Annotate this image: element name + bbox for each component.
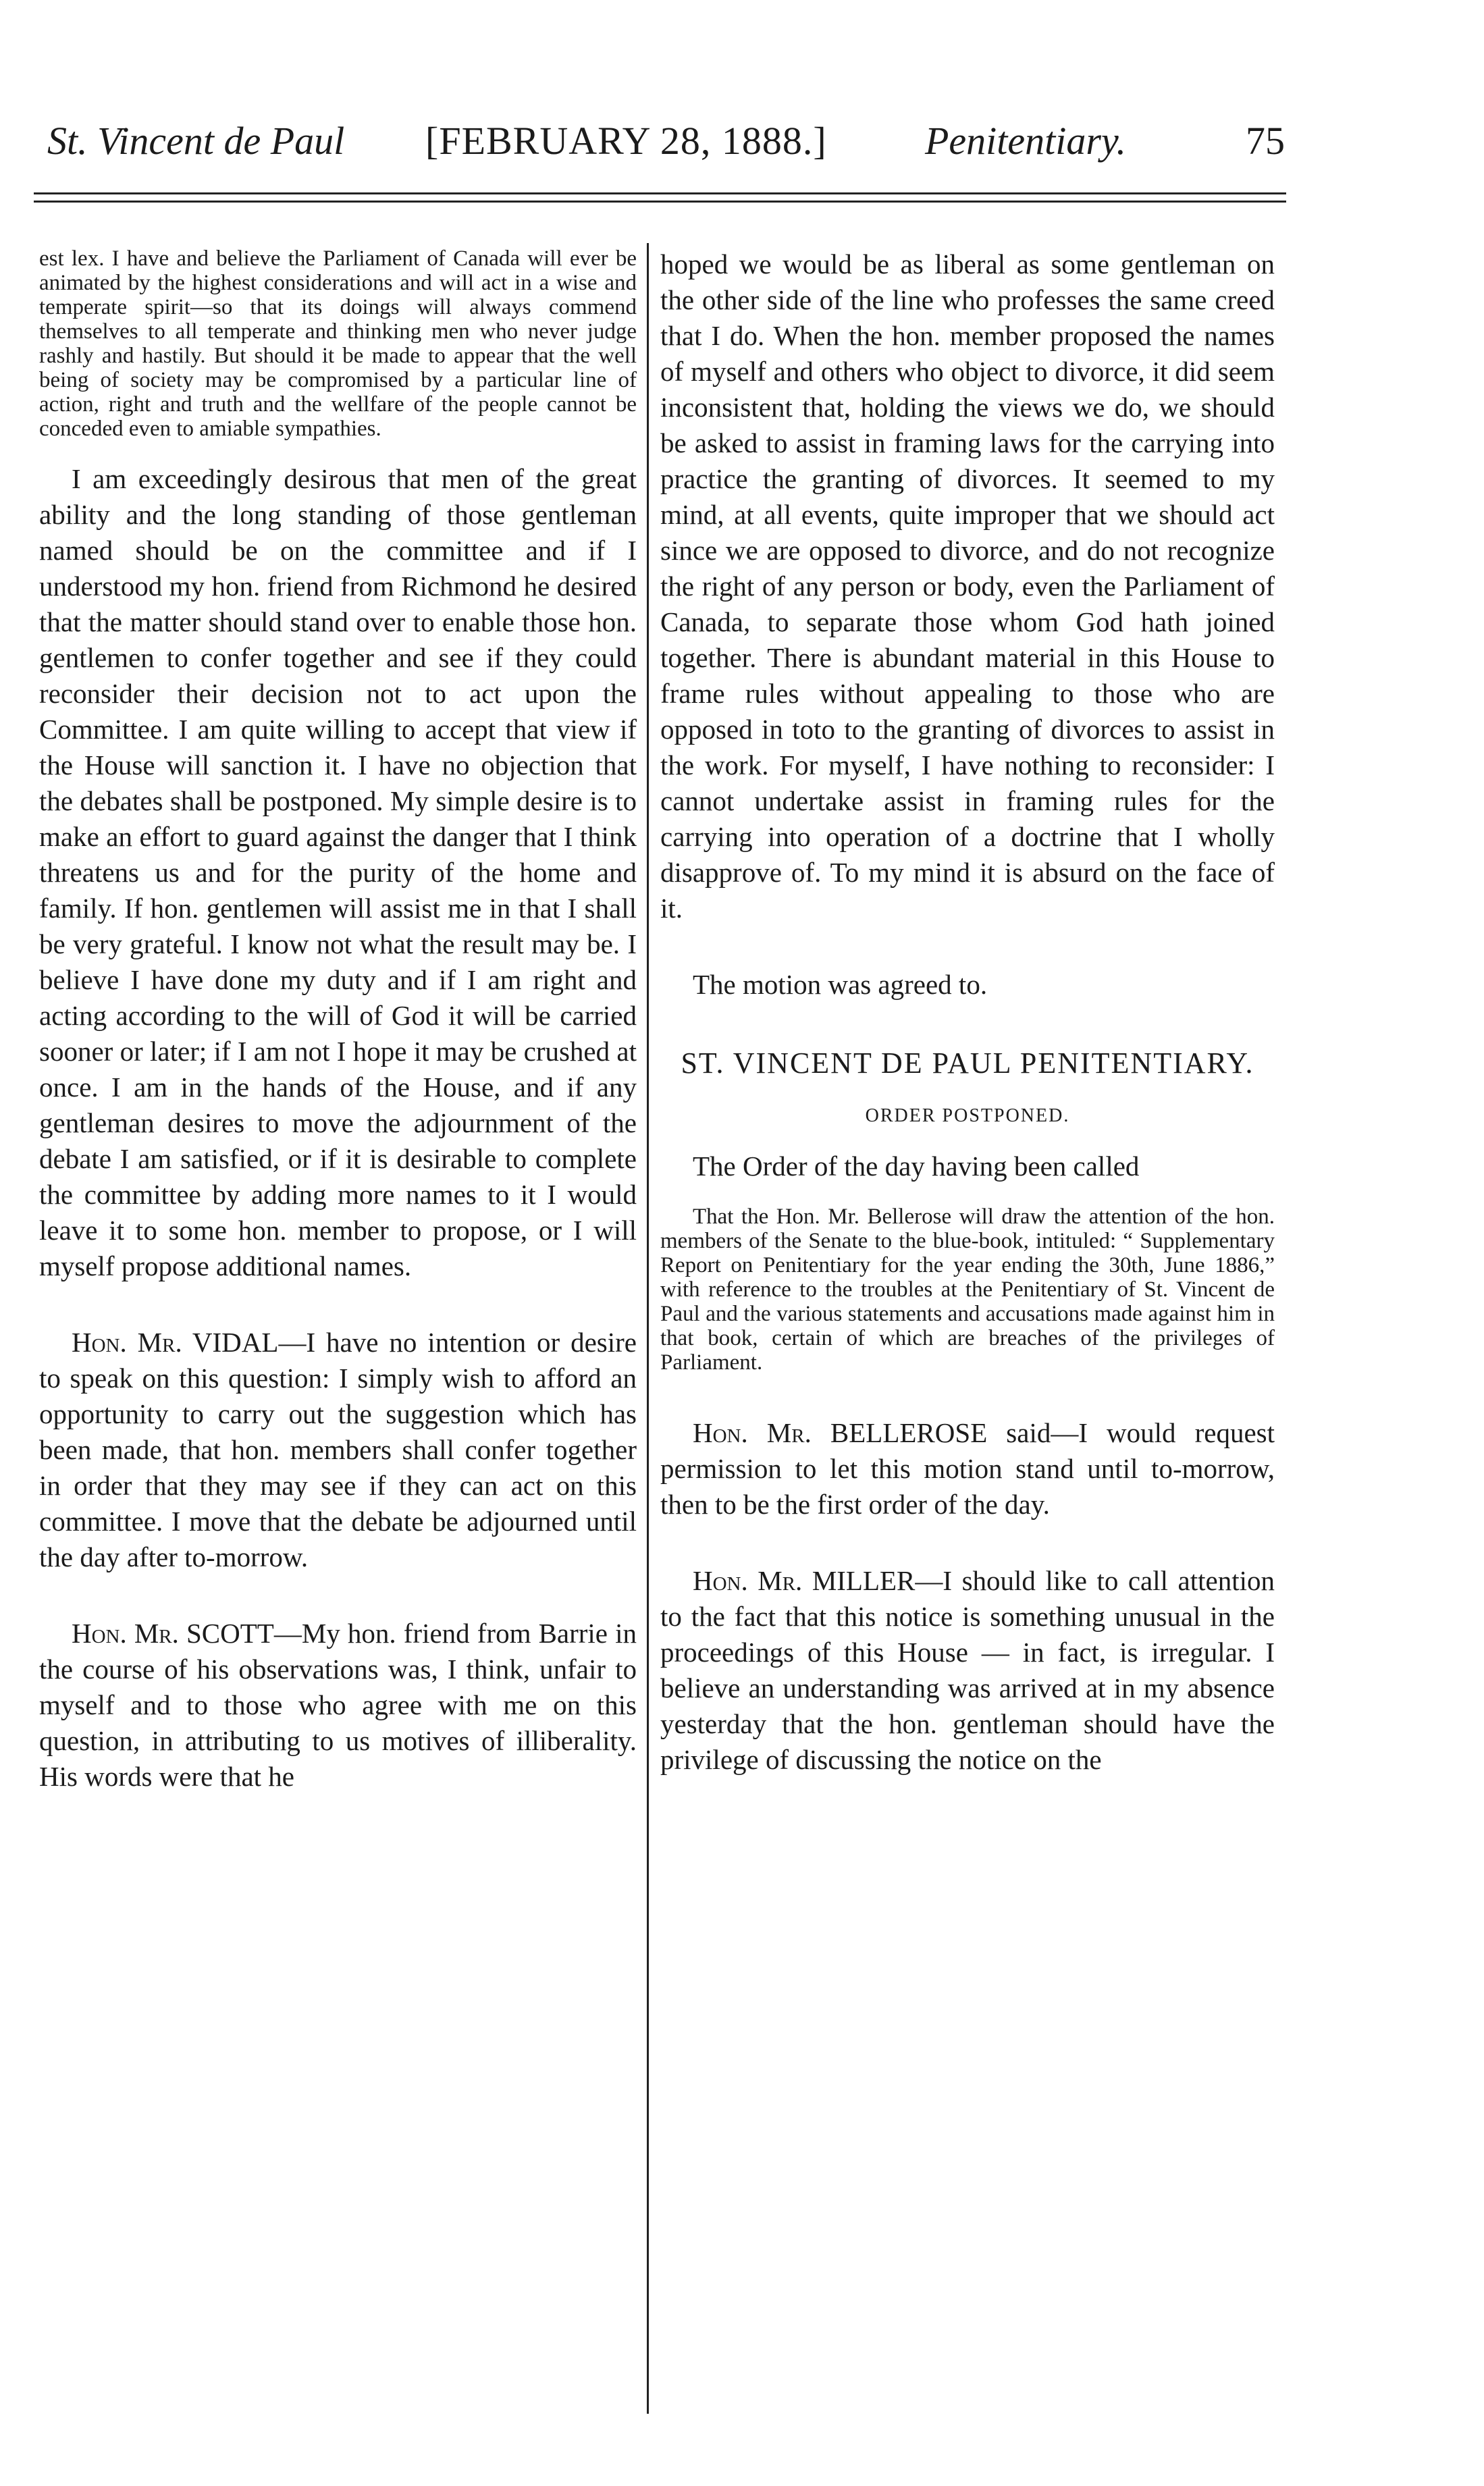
header-rule-top	[34, 192, 1286, 194]
page-header	[47, 118, 1285, 172]
header-rule-bottom	[34, 201, 1286, 203]
speaker-name: Hon. Mr. MILLER	[693, 1565, 916, 1596]
section-subtitle: ORDER POSTPONED.	[865, 1105, 1070, 1126]
speaker-name: Hon. Mr. SCOTT	[72, 1618, 274, 1649]
section-title: ST. VINCENT DE PAUL PENITENTIARY.	[681, 1047, 1254, 1080]
paragraph-right-1: hoped we would be as liberal as some gentleman on the other side of the line who professes the same creed that I do. When the hon. member proposed the names of myself and others who object to divorce, it did seem inconsistent that, holding the views we do, we should be asked to assist in framing laws for the carrying into practice the granting of divorces. It seemed to my mind, at all events, quite improper that we should act since we are opposed to divorce, and do not recognize the right of any person or body, even the Parliament of Canada, to separate those whom God hath joined together. There is abundant material in this House to frame rules without appealing to those who are opposed in toto to the granting of divorces to assist in the work. For myself, I have nothing to reconsider: I cannot undertake assist in framing rules for the carrying into operation of a doctrine that I wholly disapprove of. To my mind it is absurd on the face of it.	[660, 248, 1275, 924]
notice-text: That the Hon. Mr. Bellerose will draw the attention of the hon. members of the Senate to the blue-book, intituled: “ Supplementary Report on Penitentiary for the year ending the 30th, June 1886,” with reference to the troubles at the Penitentiary of St. Vincent de Paul and the various statements and accusations made against him in that book, certain of which are breaches of the privileges of Parliament.	[660, 1205, 1275, 1375]
right-column	[660, 246, 1275, 1778]
header-date: [FEBRUARY 28, 1888.]	[425, 119, 827, 163]
speech-text: —I should like to call attention to the fact that this notice is something unusual in the proceedings of this House — in fact, is irregular. I believe an understanding was arrived at in my absence yesterday that the hon. gentleman should have the privilege of discussing the notice on the	[660, 1565, 1275, 1775]
paragraph-left-1: est lex. I have and believe the Parliament of Canada will ever be animated by the highest considerations and will act in a wise and temperate spirit—so that its doings will always commend themselves to all temperate and thinking men who never judge rashly and hastily. But should it be made to appear that the well being of society may be compromised by a particular line of action, right and truth and the wellfare of the people cannot be conceded even to amiable sympathies.	[39, 246, 637, 441]
motion-result: The motion was agreed to.	[693, 969, 988, 1000]
header-right: Penitentiary.	[925, 119, 1126, 163]
speech-text: said—I would request permission to let this motion stand until to-morrow, then to be the first order of the day.	[660, 1417, 1275, 1520]
speech-text: —My hon. friend from Barrie in the course of his observations was, I think, unfair to myself and to those who agree with me on this question, in attributing to us motives of illiberality. His words were that he	[39, 1618, 637, 1792]
paragraph-right-3: The Order of the day having been called	[693, 1151, 1140, 1182]
paragraph-right-5	[660, 1415, 1275, 1523]
header-left: St. Vincent de Paul	[47, 119, 345, 163]
speaker-name: Hon. Mr. BELLEROSE	[693, 1417, 988, 1448]
paragraph-left-3	[39, 1325, 637, 1575]
paragraph-right-6	[660, 1563, 1275, 1778]
page-number: 75	[1246, 119, 1285, 163]
column-divider	[647, 243, 649, 2414]
paragraph-left-2: I am exceedingly desirous that men of the great ability and the long standing of those gentleman named should be on the committee and if I understood my hon. friend from Richmond he desired that the matter should stand over to enable those hon. gentlemen to confer together and see if they could reconsider their decision not to act upon the Committee. I am quite willing to accept that view if the House will sanction it. I have no objection that the debates shall be postponed. My simple desire is to make an effort to guard against the danger that I think threatens us and for the purity of the home and family. If hon. gentlemen will assist me in that I shall be very grateful. I know not what the result may be. I believe I have done my duty and if I am right and acting according to the will of God it will be carried sooner or later; if I am not I hope it may be crushed at once. I am in the hands of the House, and if any gentleman desires to move the adjournment of the debate I am satisfied, or if it is desirable to complete the committee by adding more names to it I would leave it to some hon. member to propose, or I will myself propose additional names.	[39, 463, 637, 1281]
paragraph-left-4	[39, 1616, 637, 1795]
left-column	[39, 246, 637, 1795]
speaker-name: Hon. Mr. VIDAL	[72, 1327, 279, 1358]
speech-text: —I have no intention or desire to speak on this question: I simply wish to afford an opportunity to carry out the suggestion which has been made, that hon. members shall confer together in order that they may see if they can act on this committee. I move that the debate be adjourned until the day after to-morrow.	[39, 1327, 637, 1572]
